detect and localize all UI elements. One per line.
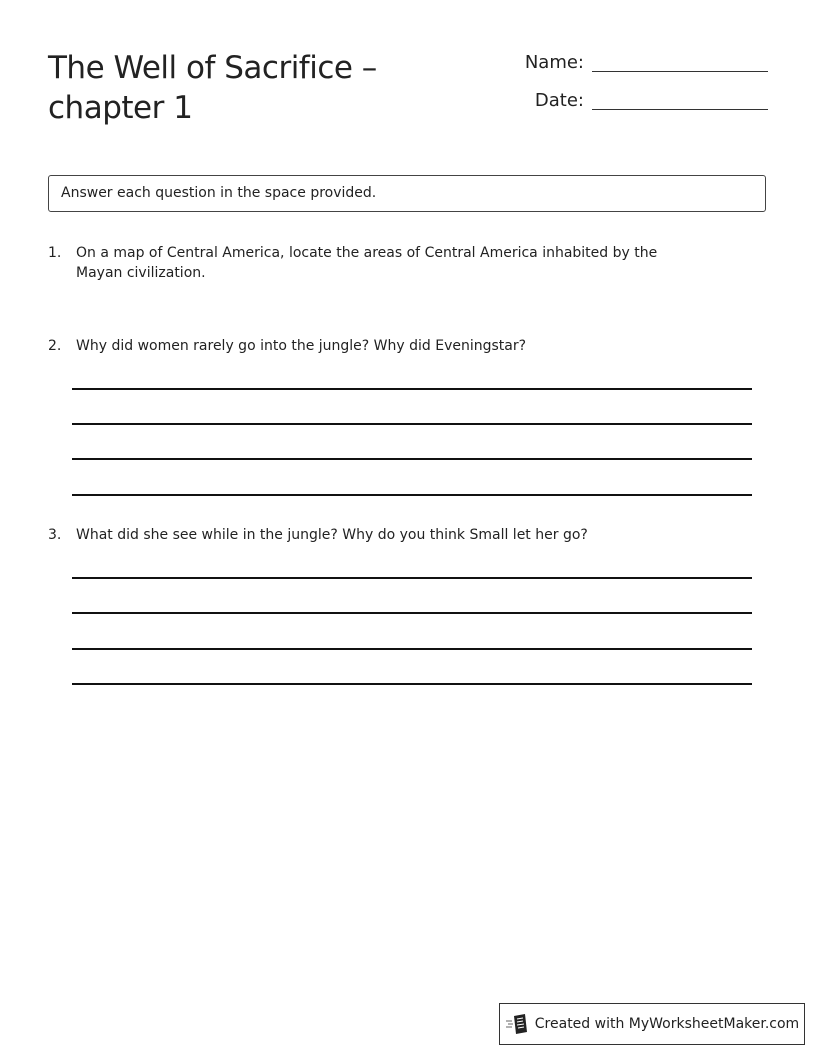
footer-text: Created with MyWorksheetMaker.com xyxy=(534,1016,800,1032)
instructions-box: Answer each question in the space provided. xyxy=(48,175,766,212)
name-blank-line[interactable] xyxy=(592,71,768,72)
date-blank-line[interactable] xyxy=(592,109,768,110)
question-3 xyxy=(48,525,708,545)
answer-line[interactable] xyxy=(72,423,752,425)
title-line-1: The Well of Sacrifice – xyxy=(48,50,377,86)
question-text: Why did women rarely go into the jungle? Why did Eveningstar? xyxy=(76,338,527,354)
question-1 xyxy=(48,243,708,283)
date-label: Date: xyxy=(534,90,584,111)
question-text: On a map of Central America, locate the areas of Central America inhabited by the Mayan civilization. xyxy=(76,245,658,281)
answer-line[interactable] xyxy=(72,612,752,614)
name-field xyxy=(504,52,768,74)
question-number: 3. xyxy=(48,527,62,543)
answer-line[interactable] xyxy=(72,648,752,650)
name-label: Name: xyxy=(524,52,584,73)
answer-line[interactable] xyxy=(72,388,752,390)
answer-line[interactable] xyxy=(72,577,752,579)
answer-line[interactable] xyxy=(72,494,752,496)
worksheet-maker-logo-icon xyxy=(505,1013,529,1035)
date-field xyxy=(504,90,768,112)
question-number: 1. xyxy=(48,245,62,261)
title-line-2: chapter 1 xyxy=(48,90,193,126)
question-number: 2. xyxy=(48,338,62,354)
footer-credit[interactable] xyxy=(499,1003,805,1045)
question-2 xyxy=(48,336,708,356)
answer-line[interactable] xyxy=(72,458,752,460)
question-text: What did she see while in the jungle? Why do you think Small let her go? xyxy=(76,527,588,543)
answer-line[interactable] xyxy=(72,683,752,685)
worksheet-title xyxy=(48,48,448,128)
